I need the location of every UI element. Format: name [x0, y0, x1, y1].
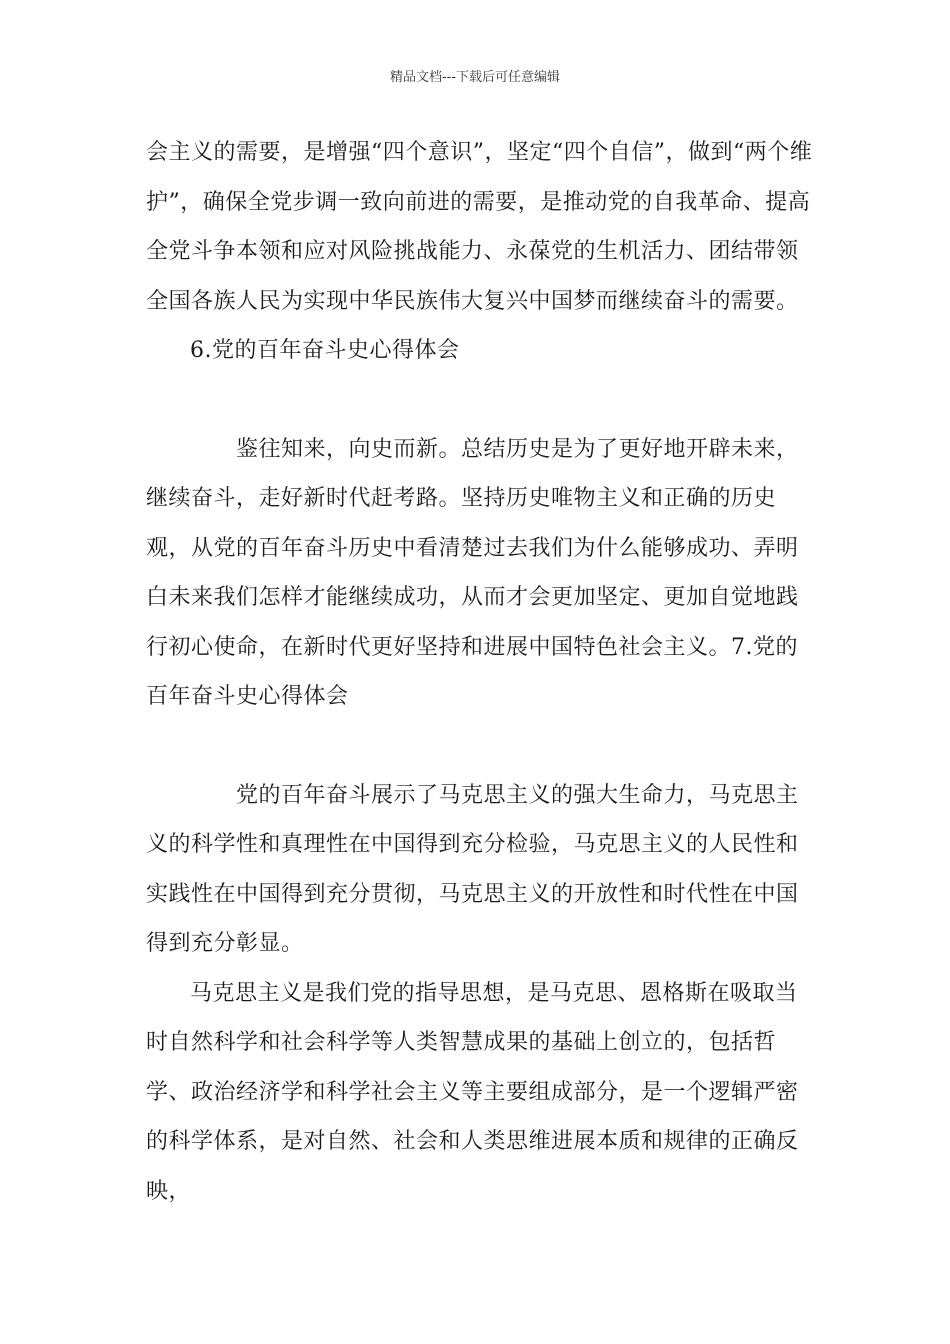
paragraph-history: 鉴往知来，向史而新。总结历史是为了更好地开辟未来，继续奋斗，走好新时代赶考路。坚持历史唯物主义和正确的历史观，从党的百年奋斗历史中看清楚过去我们为什么能够成功、弄明白未来我们怎样才能继续成功，从而才会更加坚定、更加自觉地践行初心使命，在新时代更好坚持和进展中国特色社会主义。7.党的百年奋斗史心得体会 [146, 436, 799, 709]
blank-line [146, 376, 814, 425]
section-heading-6: 6.党的百年奋斗史心得体会 [190, 338, 460, 363]
document-body [146, 128, 814, 1216]
paragraph-marxism-vitality: 党的百年奋斗展示了马克思主义的强大生命力，马克思主义的科学性和真理性在中国得到充分检验，马克思主义的人民性和实践性在中国得到充分贯彻，马克思主义的开放性和时代性在中国得到充分彰显。 [146, 782, 799, 956]
paragraph-continuation: 会主义的需要，是增强“四个意识”，坚定“四个自信”，做到“两个维护”，确保全党步调一致向前进的需要，是推动党的自我革命、提高全党斗争本领和应对风险挑战能力、永葆党的生机活力、团结带领全国各族人民为实现中华民族伟大复兴中国梦而继续奋斗的需要。 [146, 140, 813, 314]
page-header: 精品文档---下载后可任意编辑 [389, 70, 561, 85]
blank-line [146, 722, 814, 771]
paragraph-marxism-guiding: 马克思主义是我们党的指导思想，是马克思、恩格斯在吸取当时自然科学和社会科学等人类智慧成果的基础上创立的，包括哲学、政治经济学和科学社会主义等主要组成部分，是一个逻辑严密的科学体系，是对自然、社会和人类思维进展本质和规律的正确反映， [146, 980, 799, 1204]
